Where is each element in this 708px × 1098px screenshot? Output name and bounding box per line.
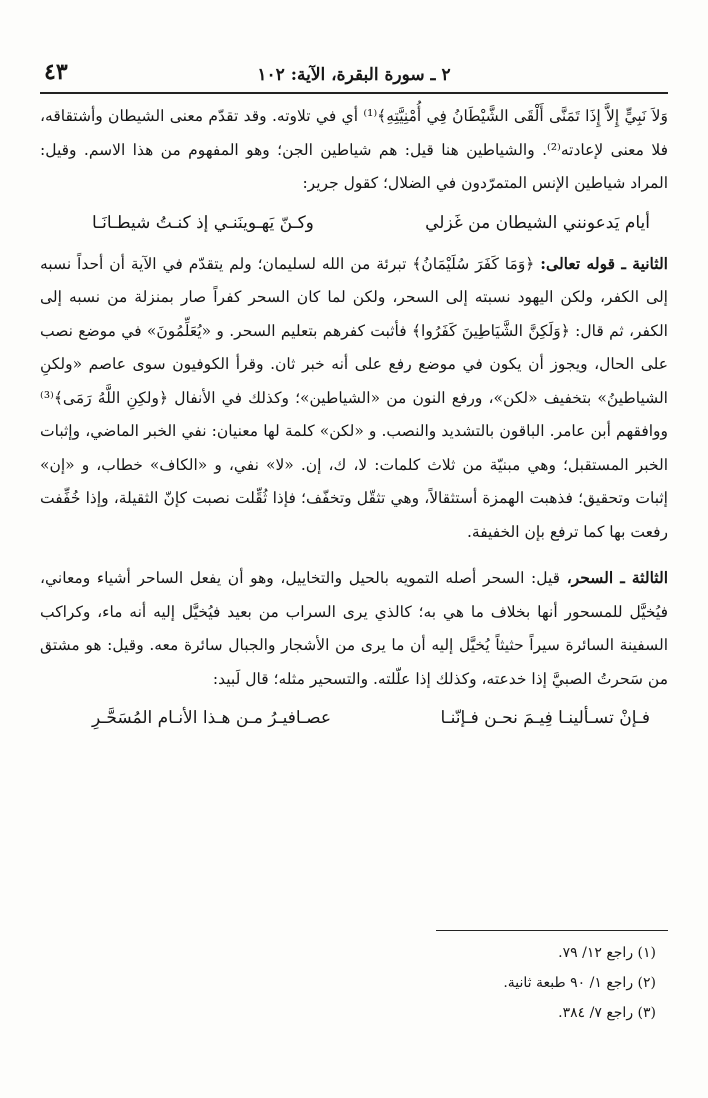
paragraph bbox=[40, 561, 668, 696]
verse-first-hemistich: أيام يَدعونني الشيطان من غَزلي bbox=[425, 212, 650, 233]
paragraph-text: ﴿وَمَا كَفَرَ سُلَيْمَانُ﴾ تبرئة من الله لسليمان؛ ولم يتقدّم في الآية أن أحداً نسبه إلى الكفر، ولكن اليهود نسبته إلى السحر، ولكن لما كان السحر كفراً صار بمنزلة من نسبه إلى الكفر، ثم قال: ﴿وَلَكِنَّ الشَّيَاطِينَ كَفَرُوا﴾ فأثبت كفرهم بتعليم السحر. و «يُعَلِّمُونَ» في موضع نصب على الحال، ويجوز أن يكون في موضع رفع على أنه خبر ثان. وقرأ الكوفيون سوى عاصم «ولكنِ الشياطينُ» بتخفيف «لكن»، ورفع النون من «الشياطين»؛ وكذلك في الأنفال ﴿ولكِنِ اللَّهُ رَمَى﴾⁽³⁾ ووافقهم أبن عامر. الباقون بالتشديد والنصب. و «لكن» كلمة لها معنيان: نفي الخبر الماضي، وإثبات الخبر المستقبل؛ وهي مبنيّة من ثلاث كلمات: لا، ك، إن. «لا» نفي، و «الكاف» خطاب، و «إن» إثبات وتحقيق؛ فذهبت الهمزة أستثقالاً، وهي تثقّل وتخفّف؛ فإذا ثُقِّلت نصبت كإنّ الثقيلة، وإذا خُفِّفت رفعت بها كما ترفع بإن الخفيفة. bbox=[40, 254, 668, 541]
page-header bbox=[40, 52, 668, 94]
main-text bbox=[40, 100, 668, 742]
footnotes bbox=[40, 938, 656, 1028]
paragraph-text: قيل: السحر أصله التمويه بالحيل والتخاييل، وهو أن يفعل الساحر أشياء ومعاني، فيُخيَّل للمسحور أنها بخلاف ما هي به؛ كالذي يرى السراب من بعيد فيُخيَّل إليه أنه ماء، وكراكب السفينة السائرة سيراً حثيثاً يُخيَّل إليه أن ما يرى من الأشجار والجبال سائرة معه. وقيل: هو مشتق من سَحرتُ الصبيَّ إذا خدعته، وكذلك إذا علّلته. والتسحير مثله؛ قال لَبيد: bbox=[40, 569, 668, 688]
page-number: ٤٣ bbox=[44, 59, 68, 85]
paragraph: وَلاَ نَبِيٍّ إِلاَّ إِذَا تَمَنَّى أَلْقَى الشَّيْطَانُ فِي أُمْنِيَّتِهِ﴾⁽¹⁾ أي في تلاوته. وقد تقدّم معنى الشيطان وأشتقاقه، فلا معنى لإعادته⁽²⁾. والشياطين هنا قيل: هم شياطين الجن؛ وهو المفهوم من هذا الاسم. وقيل: المراد شياطين الإنس المتمرّدون في الضلال؛ كقول جرير: bbox=[40, 107, 669, 192]
section-heading: الثالثة ـ السحر، bbox=[566, 568, 669, 587]
running-title: ٢ ـ سورة البقرة، الآية: ١٠٢ bbox=[257, 65, 451, 85]
footnote: (١) راجع ١٢/ ٧٩. bbox=[558, 945, 656, 961]
footnote: (٢) راجع ١/ ٩٠ طبعة ثانية. bbox=[503, 975, 656, 991]
footnote: (٣) راجع ٧/ ٣٨٤. bbox=[558, 1005, 656, 1021]
paragraph-spacer bbox=[40, 549, 668, 561]
paragraph bbox=[40, 247, 668, 550]
footnote-divider bbox=[436, 930, 668, 931]
verse-first-hemistich: فـإنْ تسـألينـا فِيـمَ نحـن فـإنّنـا bbox=[440, 708, 650, 728]
verse-second-hemistich: وكـنّ يَهـوينَنـي إذ كنـتُ شيطـانَـا bbox=[92, 212, 314, 233]
verse-second-hemistich: عصـافيـرُ مـن هـذا الأنـام المُسَحَّـرِ bbox=[92, 708, 331, 728]
poetry-verse bbox=[40, 696, 668, 742]
poetry-verse bbox=[40, 201, 668, 247]
section-heading: الثانية ـ قوله تعالى: bbox=[540, 253, 668, 273]
